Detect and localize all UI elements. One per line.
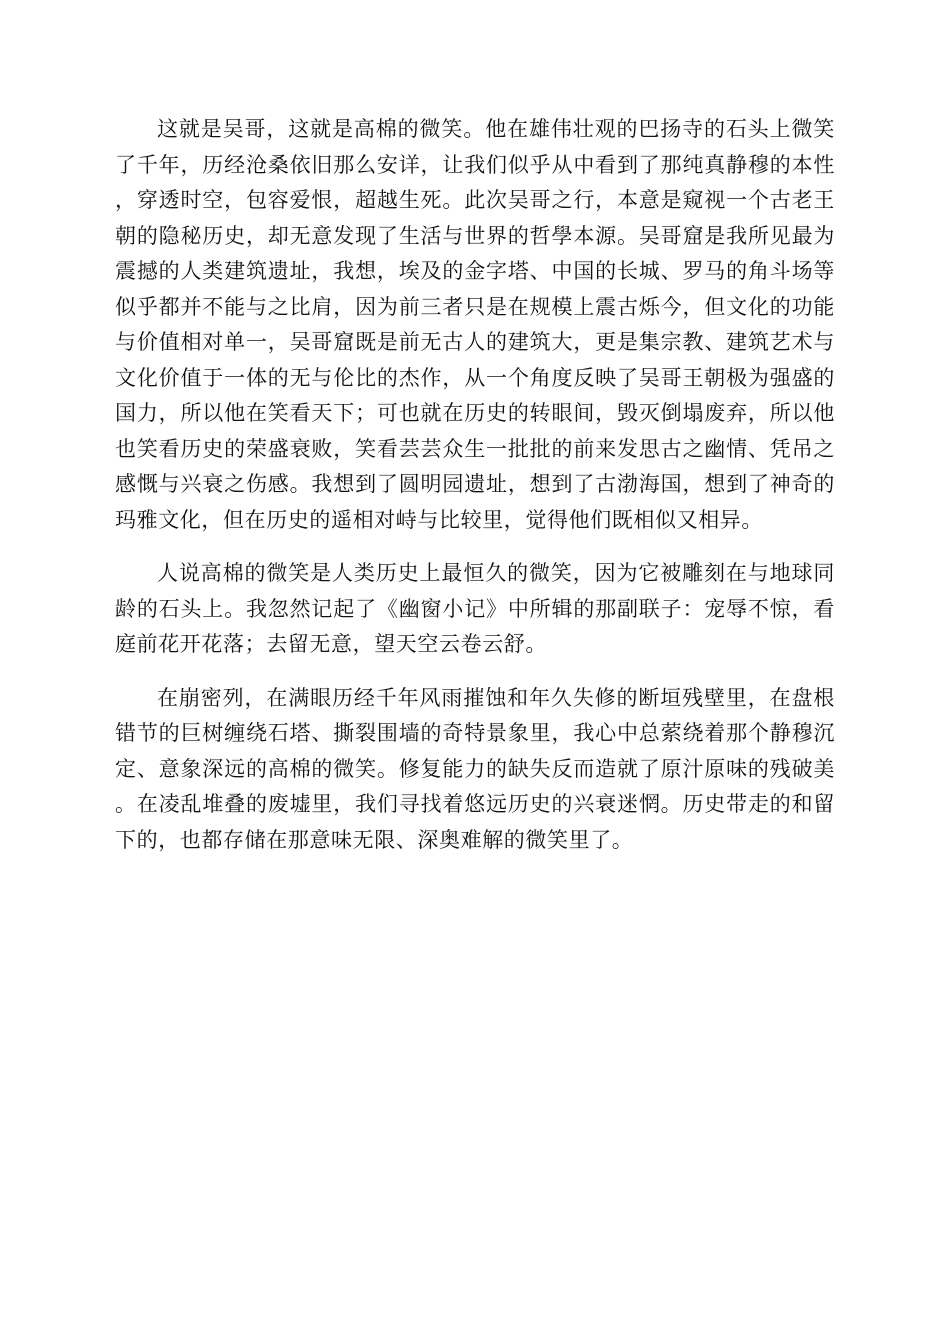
paragraph-3: 在崩密列，在满眼历经千年风雨摧蚀和年久失修的断垣残壁里，在盘根错节的巨树缠绕石塔、撕裂围墙的奇特景象里，我心中总萦绕着那个静穆沉定、意象深远的高棉的微笑。修复能力的缺失反而造就了原汁原味的残破美。在凌乱堆叠的废墟里，我们寻找着悠远历史的兴衰迷惘。历史带走的和留下的，也都存储在那意味无限、深奥难解的微笑里了。 [115,685,835,852]
paragraph-2: 人说高棉的微笑是人类历史上最恒久的微笑，因为它被雕刻在与地球同龄的石头上。我忽然记起了《幽窗小记》中所辑的那副联子：宠辱不惊，看庭前花开花落；去留无意，望天空云卷云舒。 [115,561,835,656]
document-body [115,112,835,876]
paragraph-1: 这就是吴哥，这就是高棉的微笑。他在雄伟壮观的巴扬寺的石头上微笑了千年，历经沧桑依旧那么安详，让我们似乎从中看到了那纯真静穆的本性，穿透时空，包容爱恨，超越生死。此次吴哥之行，本意是窥视一个古老王朝的隐秘历史，却无意发现了生活与世界的哲學本源。吴哥窟是我所见最为震撼的人类建筑遗址，我想，埃及的金字塔、中国的长城、罗马的角斗场等似乎都并不能与之比肩，因为前三者只是在规模上震古烁今，但文化的功能与价值相对单一，吴哥窟既是前无古人的建筑大，更是集宗教、建筑艺术与文化价值于一体的无与伦比的杰作，从一个角度反映了吴哥王朝极为强盛的国力，所以他在笑看天下；可也就在历史的转眼间，毁灭倒塌废弃，所以他也笑看历史的荣盛衰败，笑看芸芸众生一批批的前来发思古之幽情、凭吊之感慨与兴衰之伤感。我想到了圆明园遗址，想到了古渤海国，想到了神奇的玛雅文化，但在历史的遥相对峙与比较里，觉得他们既相似又相异。 [115,117,835,532]
